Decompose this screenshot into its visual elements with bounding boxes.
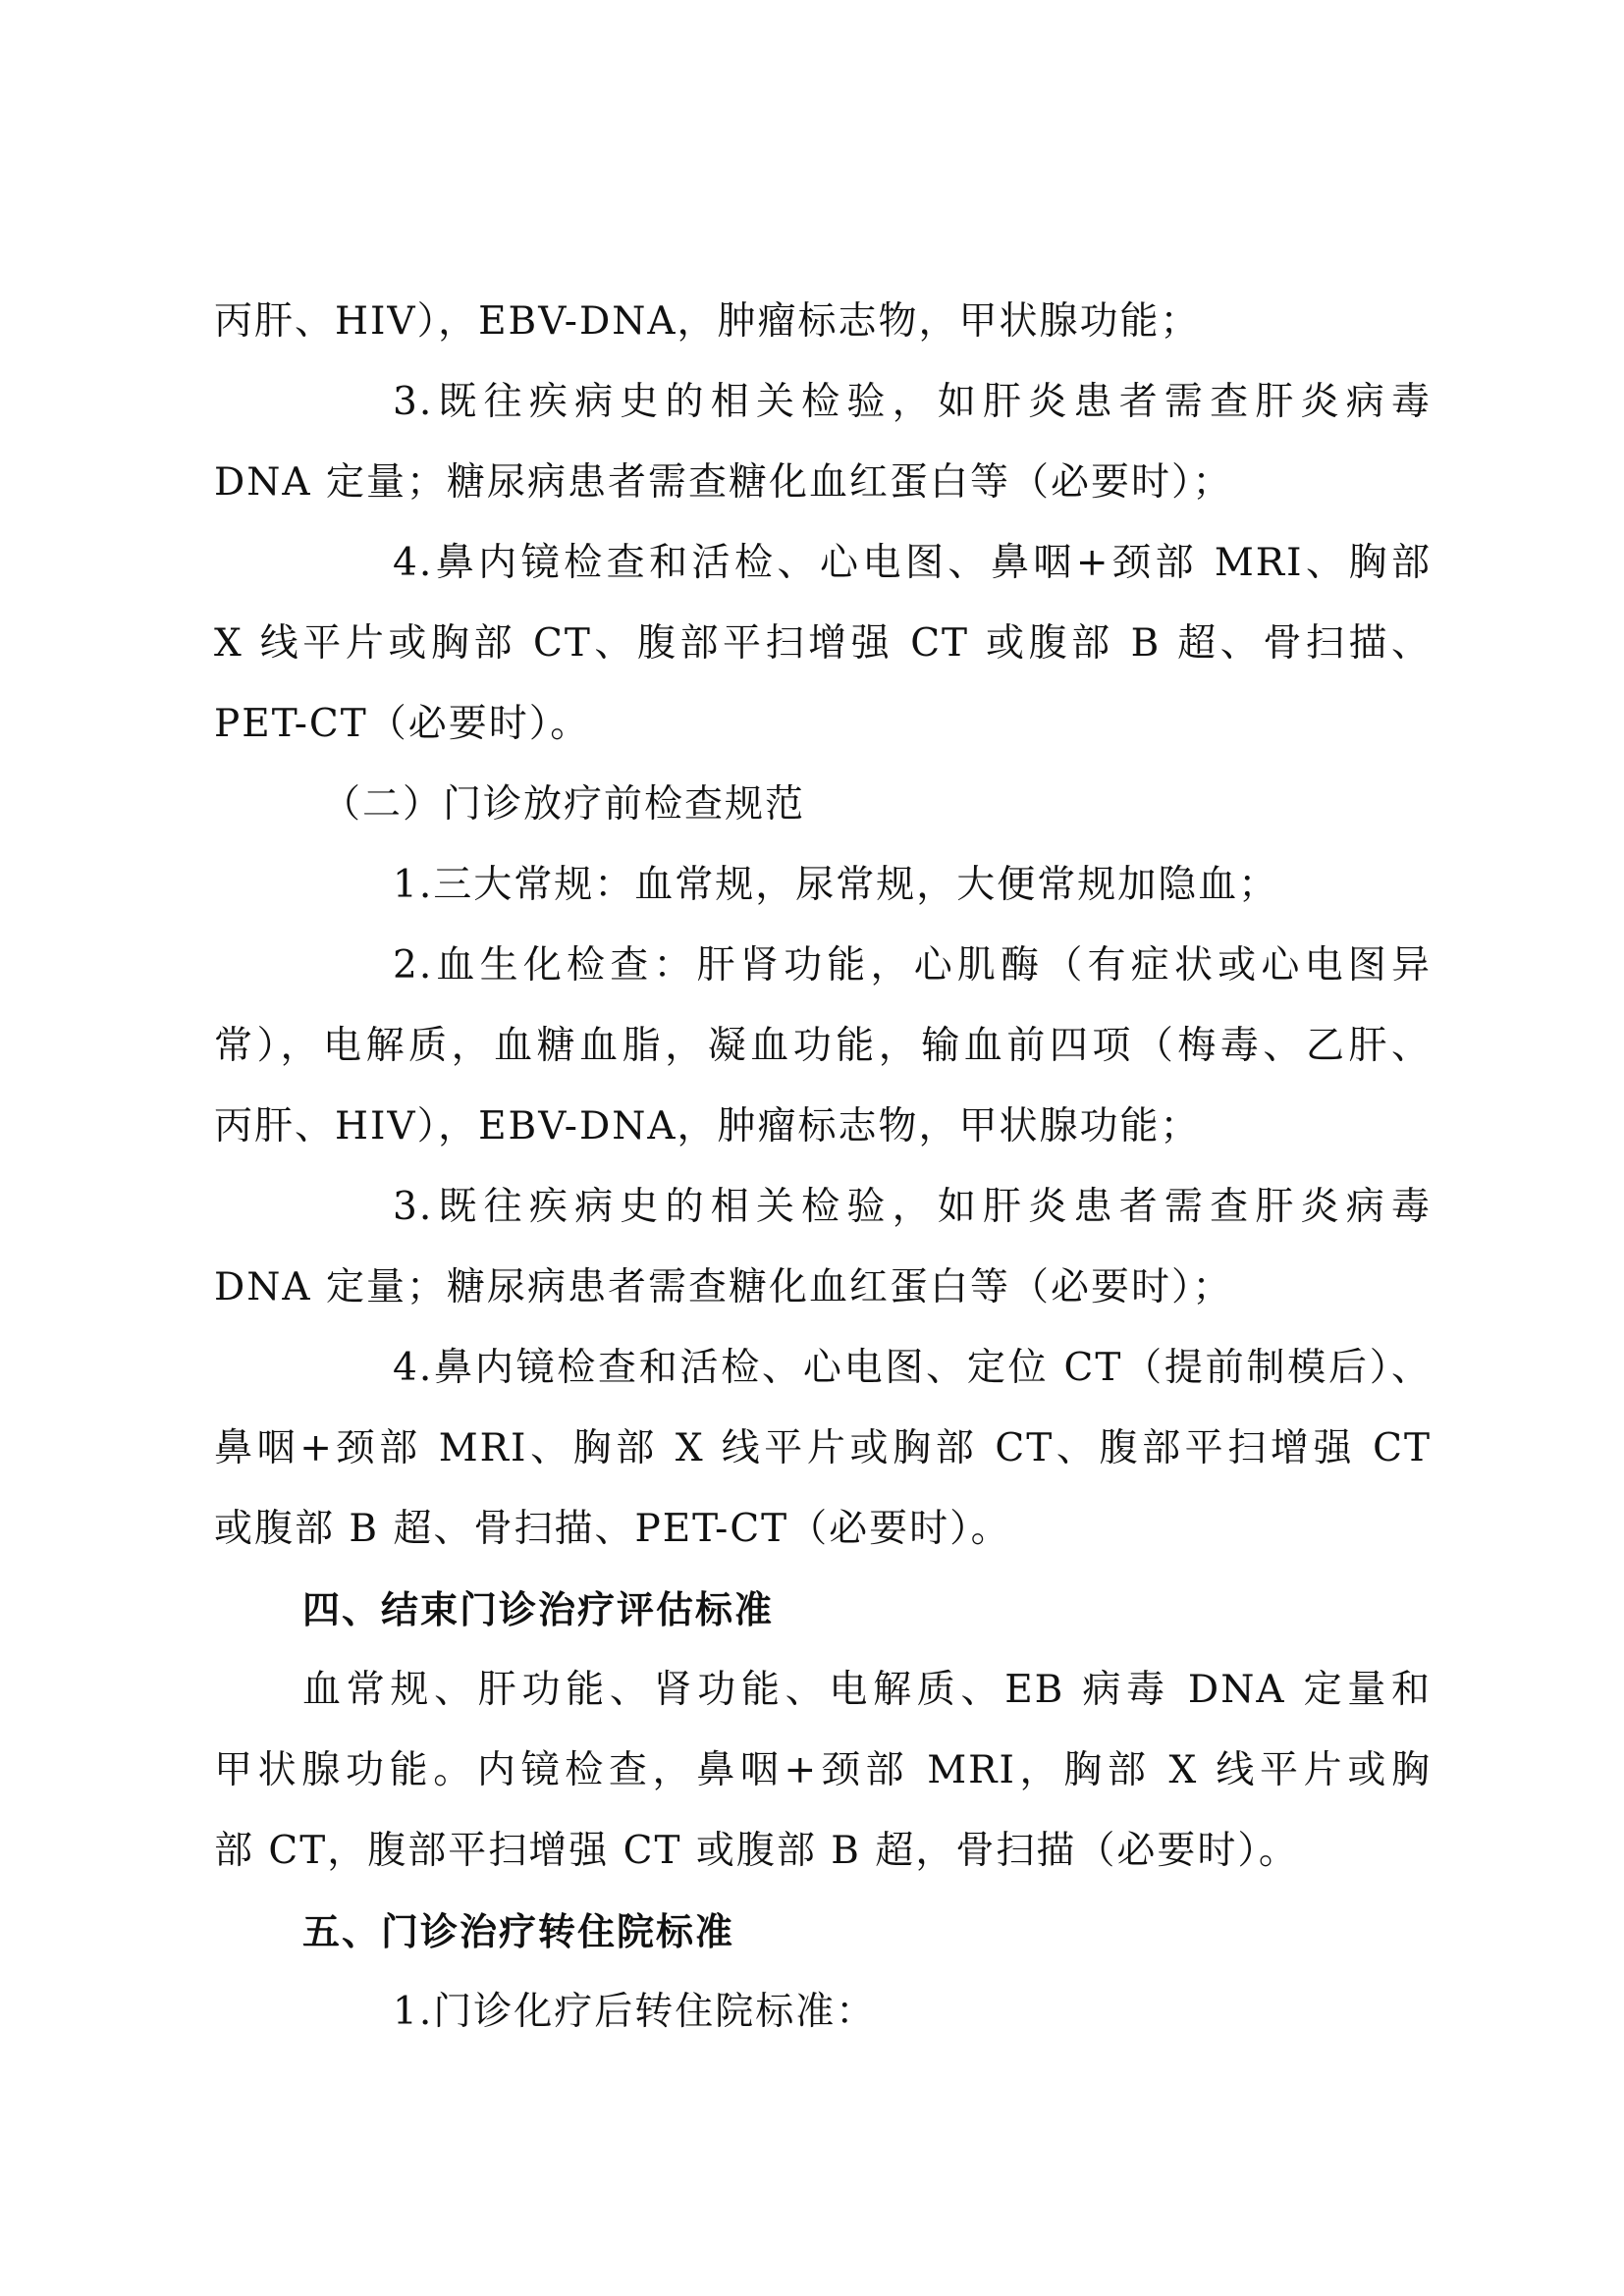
text-line: 部 CT，腹部平扫增强 CT 或腹部 B 超，骨扫描（必要时）。 <box>214 1829 1299 1873</box>
text-line: 丙肝、HIV），EBV-DNA，肿瘤标志物，甲状腺功能； <box>214 299 1201 344</box>
text-line: 2.血生化检查：肝肾功能，心肌酶（有症状或心电图异 <box>393 943 1432 988</box>
text-line: 血常规、肝功能、肾功能、电解质、EB 病毒 DNA 定量和 <box>302 1668 1432 1712</box>
text-line: DNA 定量；糖尿病患者需查糖化血红蛋白等（必要时）； <box>214 1265 1233 1309</box>
section-heading: （二）门诊放疗前检查规范 <box>322 782 806 827</box>
text-line: 或腹部 B 超、骨扫描、PET-CT（必要时）。 <box>214 1507 1011 1551</box>
text-line: PET-CT（必要时）。 <box>214 702 591 746</box>
text-line: DNA 定量；糖尿病患者需查糖化血红蛋白等（必要时）； <box>214 460 1233 505</box>
text-line: 3.既往疾病史的相关检验，如肝炎患者需查肝炎病毒 <box>393 1185 1432 1229</box>
text-line: 4.鼻内镜检查和活检、心电图、定位 CT（提前制模后）、 <box>393 1346 1432 1390</box>
section-heading: 四、结束门诊治疗评估标准 <box>302 1588 775 1631</box>
section-heading: 五、门诊治疗转住院标准 <box>302 1910 735 1953</box>
text-line: 1.三大常规：血常规，尿常规，大便常规加隐血； <box>393 863 1279 907</box>
text-line: 4.鼻内镜检查和活检、心电图、鼻咽+颈部 MRI、胸部 <box>393 541 1432 585</box>
text-line: 甲状腺功能。内镜检查，鼻咽+颈部 MRI，胸部 X 线平片或胸 <box>214 1748 1432 1792</box>
text-line: 丙肝、HIV），EBV-DNA，肿瘤标志物，甲状腺功能； <box>214 1104 1201 1148</box>
text-line: 常），电解质，血糖血脂，凝血功能，输血前四项（梅毒、乙肝、 <box>214 1024 1432 1068</box>
text-line: 3.既往疾病史的相关检验，如肝炎患者需查肝炎病毒 <box>393 380 1432 424</box>
text-line: 1.门诊化疗后转住院标准： <box>393 1990 877 2034</box>
text-line: X 线平片或胸部 CT、腹部平扫增强 CT 或腹部 B 超、骨扫描、 <box>214 621 1432 666</box>
text-line: 鼻咽+颈部 MRI、胸部 X 线平片或胸部 CT、腹部平扫增强 CT <box>214 1426 1432 1470</box>
